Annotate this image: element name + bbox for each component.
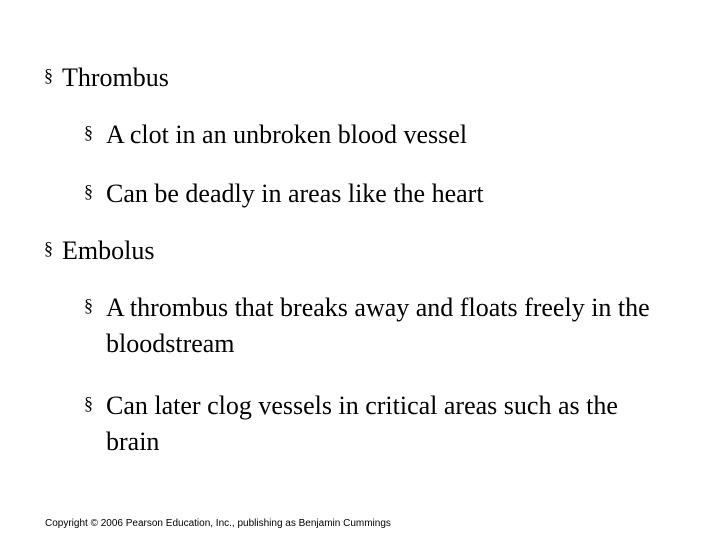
bullet-text-clot-definition: A clot in an unbroken blood vessel: [106, 120, 468, 149]
bullet-clog-vessels: [84, 388, 666, 460]
bullet-deadly-areas: [84, 176, 484, 212]
bullet-marker: §: [44, 238, 53, 258]
copyright-footer: Copyright © 2006 Pearson Education, Inc., publishing as Benjamin Cummings: [45, 518, 391, 529]
bullet-thrombus: [44, 60, 169, 96]
bullet-marker: §: [44, 65, 53, 85]
bullet-embolus-definition: [84, 290, 666, 362]
bullet-text-deadly-areas: Can be deadly in areas like the heart: [106, 179, 484, 208]
bullet-clot-definition: [84, 117, 467, 153]
bullet-marker: §: [84, 181, 93, 201]
bullet-text-embolus-definition: A thrombus that breaks away and floats freely in the bloodstream: [106, 293, 650, 358]
bullet-text-clog-vessels: Can later clog vessels in critical areas such as the brain: [106, 391, 618, 456]
bullet-marker: §: [84, 295, 93, 315]
bullet-text-thrombus: Thrombus: [62, 63, 169, 92]
bullet-marker: §: [84, 122, 93, 142]
bullet-text-embolus: Embolus: [62, 236, 155, 265]
bullet-marker: §: [84, 393, 93, 413]
bullet-embolus: [44, 233, 154, 269]
